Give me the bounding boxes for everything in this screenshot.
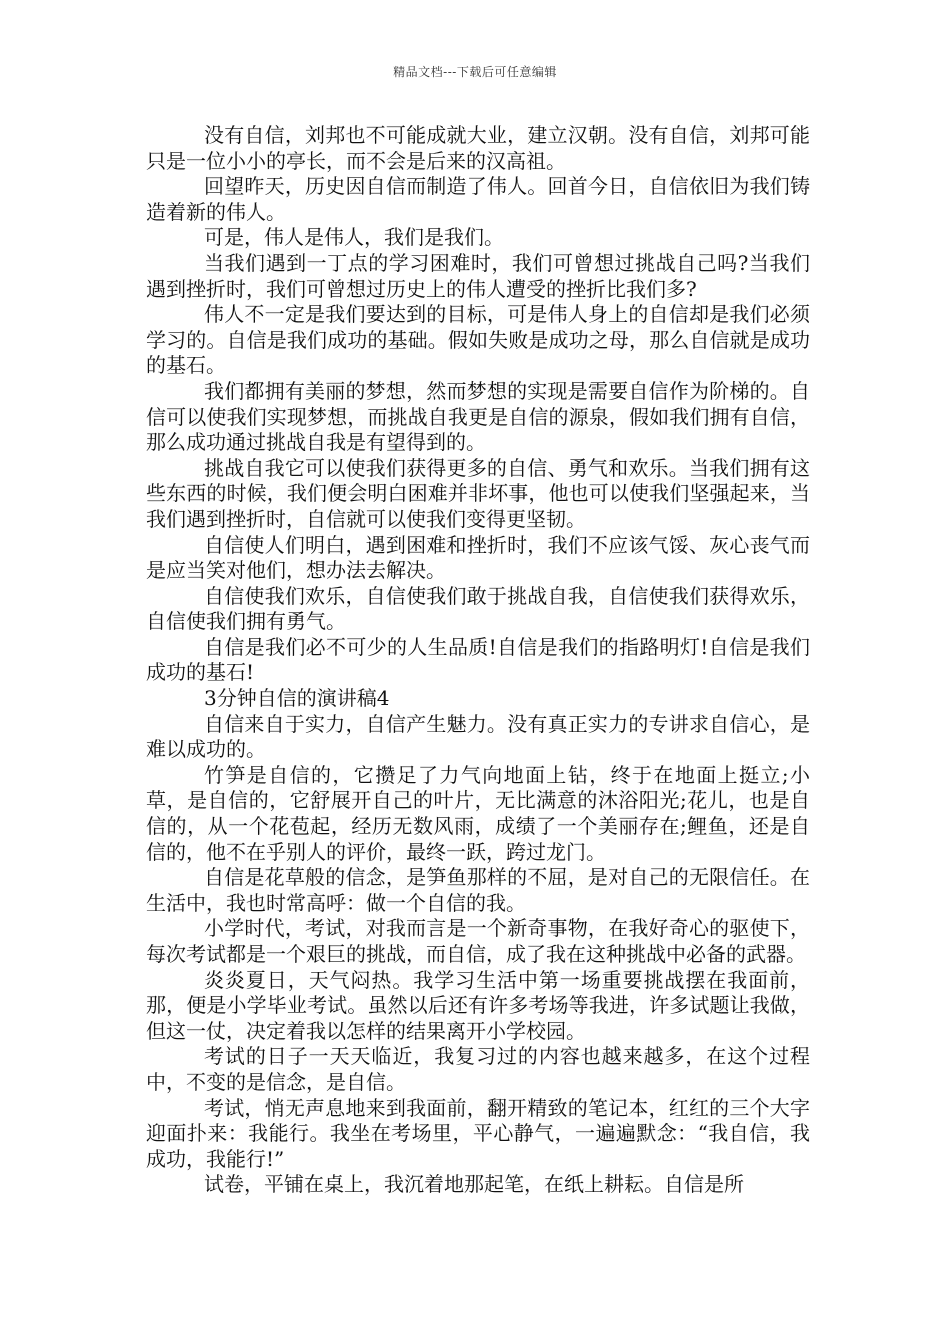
- paragraph: 伟人不一定是我们要达到的目标，可是伟人身上的自信却是我们必须学习的。自信是我们成功的基础。假如失败是成功之母，那么自信就是成功的基石。: [146, 302, 810, 378]
- paragraph: 自信是花草般的信念，是笋鱼那样的不屈，是对自己的无限信任。在生活中，我也时常高呼：做一个自信的我。: [146, 865, 810, 915]
- page-header: 精品文档---下载后可任意编辑: [393, 65, 557, 79]
- paragraph: 考试的日子一天天临近，我复习过的内容也越来越多，在这个过程中，不变的是信念，是自信。: [146, 1044, 810, 1094]
- paragraph: 没有自信，刘邦也不可能成就大业，建立汉朝。没有自信，刘邦可能只是一位小小的亭长，而不会是后来的汉高祖。: [146, 123, 810, 173]
- paragraph: 炎炎夏日，天气闷热。我学习生活中第一场重要挑战摆在我面前，那，便是小学毕业考试。虽然以后还有许多考场等我进，许多试题让我做，但这一仗，决定着我以怎样的结果离开小学校园。: [146, 967, 810, 1043]
- paragraph: 自信是我们必不可少的人生品质!自信是我们的指路明灯!自信是我们成功的基石!: [146, 634, 810, 685]
- paragraph: 自信使我们欢乐，自信使我们敢于挑战自我，自信使我们获得欢乐，自信使我们拥有勇气。: [146, 583, 810, 634]
- paragraph: 竹笋是自信的，它攒足了力气向地面上钻，终于在地面上挺立;小草，是自信的，它舒展开自己的叶片，无比满意的沐浴阳光;花儿，也是自信的，从一个花苞起，经历无数风雨，成绩了一个美丽存在;鲤鱼，还是自信的，他不在乎别人的评价，最终一跃，跨过龙门。: [146, 762, 810, 864]
- paragraph: 回望昨天，历史因自信而制造了伟人。回首今日，自信依旧为我们铸造着新的伟人。: [146, 174, 810, 224]
- paragraph: 自信使人们明白，遇到困难和挫折时，我们不应该气馁、灰心丧气而是应当笑对他们，想办法去解决。: [146, 532, 810, 583]
- paragraph: 当我们遇到一丁点的学习困难时，我们可曾想过挑战自己吗?当我们遇到挫折时，我们可曾想过历史上的伟人遭受的挫折比我们多?: [146, 250, 810, 301]
- paragraph: 自信来自于实力，自信产生魅力。没有真正实力的专讲求自信心，是难以成功的。: [146, 711, 810, 762]
- document-body: [146, 123, 810, 1198]
- paragraph: 我们都拥有美丽的梦想，然而梦想的实现是需要自信作为阶梯的。自信可以使我们实现梦想，而挑战自我更是自信的源泉，假如我们拥有自信，那么成功通过挑战自我是有望得到的。: [146, 378, 810, 455]
- paragraph: 挑战自我它可以使我们获得更多的自信、勇气和欢乐。当我们拥有这些东西的时候，我们便会明白困难并非坏事，他也可以使我们坚强起来，当我们遇到挫折时，自信就可以使我们变得更坚韧。: [146, 455, 810, 531]
- section-heading: 3分钟自信的演讲稿4: [204, 686, 390, 711]
- paragraph: 可是，伟人是伟人，我们是我们。: [204, 225, 504, 250]
- paragraph: 试卷，平铺在桌上，我沉着地那起笔，在纸上耕耘。自信是所: [204, 1172, 744, 1197]
- paragraph: 小学时代，考试，对我而言是一个新奇事物，在我好奇心的驱使下，每次考试都是一个艰巨的挑战，而自信，成了我在这种挑战中必备的武器。: [146, 916, 810, 966]
- paragraph: 考试，悄无声息地来到我面前，翻开精致的笔记本，红红的三个大字迎面扑来：我能行。我坐在考场里，平心静气，一遍遍默念：“我自信，我成功，我能行!”: [146, 1095, 810, 1171]
